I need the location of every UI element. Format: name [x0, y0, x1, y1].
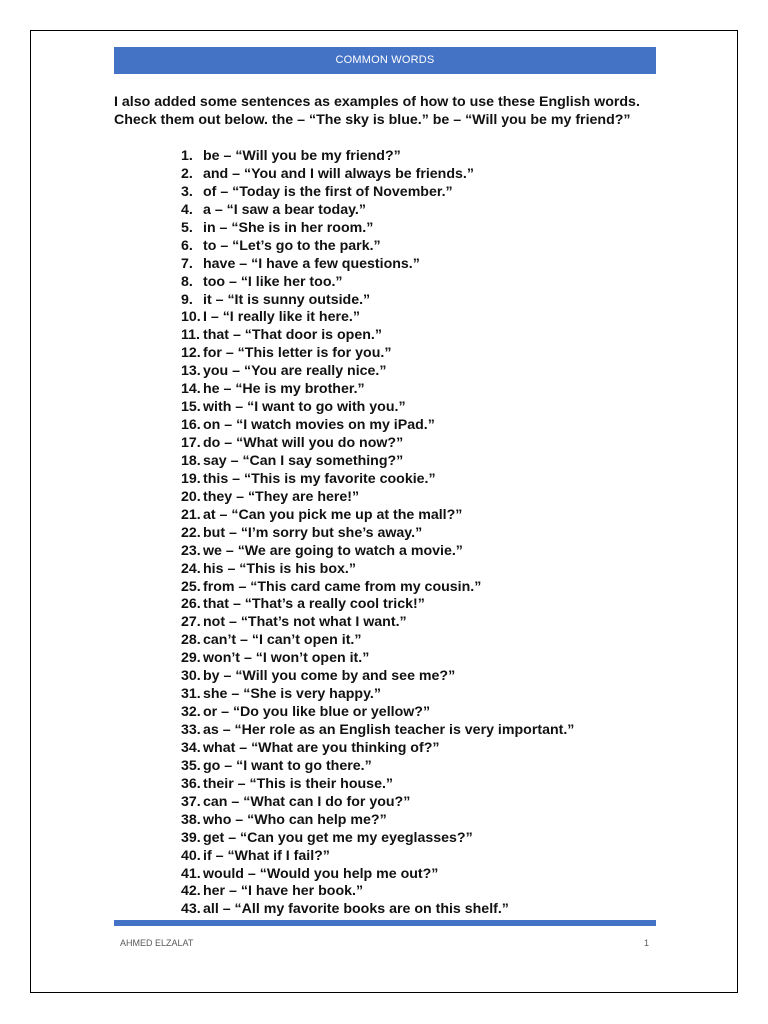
list-item-number: 3. [181, 183, 193, 200]
list-item-number: 8. [181, 273, 193, 290]
list-item [181, 220, 574, 238]
list-item-number: 19. [181, 470, 201, 487]
list-item [181, 883, 574, 901]
list-item-number: 29. [181, 650, 201, 667]
list-item [181, 668, 574, 686]
list-item-text: get – “Can you get me my eyeglasses?” [203, 829, 473, 846]
list-item-number: 30. [181, 668, 201, 685]
list-item-text: this – “This is my favorite cookie.” [203, 470, 436, 487]
list-item-text: for – “This letter is for you.” [203, 345, 392, 362]
list-item [181, 399, 574, 417]
document-page [30, 30, 738, 993]
list-item-text: in – “She is in her room.” [203, 219, 374, 236]
list-item-text: won’t – “I won’t open it.” [203, 650, 370, 667]
header-title-bar: COMMON WORDS [114, 47, 656, 74]
list-item-number: 7. [181, 255, 193, 272]
list-item [181, 202, 574, 220]
list-item-number: 5. [181, 219, 193, 236]
list-item-number: 41. [181, 865, 201, 882]
list-item-number: 6. [181, 237, 193, 254]
list-item-text: you – “You are really nice.” [203, 363, 387, 380]
list-item-text: not – “That’s not what I want.” [203, 614, 407, 631]
list-item-number: 34. [181, 739, 201, 756]
list-item-number: 33. [181, 722, 201, 738]
list-item [181, 866, 574, 884]
list-item-number: 13. [181, 363, 201, 380]
list-item-text: have – “I have a few questions.” [203, 255, 420, 272]
list-item-text: their – “This is their house.” [203, 775, 393, 792]
list-item [181, 381, 574, 399]
list-item-text: we – “We are going to watch a movie.” [203, 542, 463, 559]
list-item [181, 489, 574, 507]
list-item-number: 42. [181, 883, 201, 900]
list-item [181, 274, 574, 292]
list-item-number: 11. [181, 327, 200, 344]
list-item-number: 24. [181, 560, 201, 577]
list-item-text: at – “Can you pick me up at the mall?” [203, 506, 463, 523]
list-item-number: 26. [181, 596, 201, 613]
list-item [181, 579, 574, 597]
list-item [181, 632, 574, 650]
list-item-number: 21. [181, 506, 201, 523]
list-item-text: that – “That’s a really cool trick!” [203, 596, 425, 613]
list-item-text: and – “You and I will always be friends.” [203, 165, 474, 182]
list-item-number: 17. [181, 435, 201, 451]
list-item-number: 32. [181, 704, 201, 721]
footer-author: AHMED ELZALAT [120, 938, 194, 948]
list-item-text: I – “I really like it here.” [203, 309, 360, 326]
list-item-number: 1. [181, 148, 193, 164]
list-item-text: say – “Can I say something?” [203, 452, 404, 469]
list-item [181, 471, 574, 489]
list-item-text: to – “Let’s go to the park.” [203, 237, 381, 254]
list-item-number: 38. [181, 811, 201, 828]
list-item-number: 14. [181, 381, 201, 398]
list-item [181, 686, 574, 704]
list-item-number: 36. [181, 775, 201, 792]
intro-paragraph: I also added some sentences as examples of how to use these English words. Check them out below. the – “The sky is blue.” be – “Will you be my friend?” [114, 94, 640, 128]
list-item-number: 9. [181, 291, 193, 308]
list-item [181, 848, 574, 866]
list-item-text: all – “All my favorite books are on this shelf.” [203, 901, 509, 918]
list-item [181, 596, 574, 614]
list-item-number: 43. [181, 901, 201, 918]
list-item-text: too – “I like her too.” [203, 273, 343, 290]
list-item [181, 507, 574, 525]
list-item-number: 40. [181, 847, 201, 864]
common-words-list [181, 148, 574, 919]
list-item [181, 776, 574, 794]
list-item-text: if – “What if I fail?” [203, 847, 330, 864]
list-item-text: be – “Will you be my friend?” [203, 148, 401, 164]
list-item-text: her – “I have her book.” [203, 883, 364, 900]
list-item-text: he – “He is my brother.” [203, 381, 365, 398]
list-item [181, 256, 574, 274]
list-item-number: 25. [181, 578, 201, 595]
list-item [181, 184, 574, 202]
list-item-text: can’t – “I can’t open it.” [203, 632, 362, 649]
list-item [181, 345, 574, 363]
list-item-number: 27. [181, 614, 201, 631]
footer-rule [114, 920, 656, 926]
list-item [181, 417, 574, 435]
list-item-text: do – “What will you do now?” [203, 435, 404, 451]
footer-page-number: 1 [643, 938, 649, 948]
list-item-text: they – “They are here!” [203, 488, 360, 505]
list-item [181, 758, 574, 776]
list-item [181, 614, 574, 632]
list-item-text: would – “Would you help me out?” [203, 865, 439, 882]
list-item-text: she – “She is very happy.” [203, 686, 381, 703]
list-item-number: 2. [181, 165, 193, 182]
list-item-number: 37. [181, 793, 201, 810]
list-item-text: from – “This card came from my cousin.” [203, 578, 482, 595]
list-item [181, 327, 574, 345]
list-item [181, 525, 574, 543]
list-item-number: 23. [181, 542, 201, 559]
list-item [181, 148, 574, 166]
list-item [181, 722, 574, 740]
list-item [181, 740, 574, 758]
list-item [181, 812, 574, 830]
list-item-number: 39. [181, 829, 201, 846]
list-item-number: 22. [181, 524, 201, 541]
list-item [181, 830, 574, 848]
list-item [181, 453, 574, 471]
list-item [181, 166, 574, 184]
list-item-text: it – “It is sunny outside.” [203, 291, 371, 308]
list-item-text: who – “Who can help me?” [203, 811, 387, 828]
list-item-text: of – “Today is the first of November.” [203, 183, 453, 200]
list-item [181, 292, 574, 310]
list-item [181, 309, 574, 327]
list-item [181, 901, 574, 919]
list-item-text: on – “I watch movies on my iPad.” [203, 417, 435, 434]
list-item-number: 12. [181, 345, 201, 362]
list-item-number: 10. [181, 309, 201, 326]
list-item-text: as – “Her role as an English teacher is very important.” [203, 722, 575, 738]
list-item-text: his – “This is his box.” [203, 560, 356, 577]
list-item-text: that – “That door is open.” [203, 327, 382, 344]
list-item-number: 28. [181, 632, 201, 649]
list-item [181, 794, 574, 812]
list-item [181, 363, 574, 381]
list-item-number: 18. [181, 452, 201, 469]
list-item-number: 20. [181, 488, 201, 505]
list-item [181, 561, 574, 579]
list-item [181, 543, 574, 561]
list-item [181, 704, 574, 722]
list-item-text: what – “What are you thinking of?” [203, 739, 440, 756]
list-item-number: 15. [181, 399, 201, 416]
list-item [181, 650, 574, 668]
list-item [181, 435, 574, 453]
list-item-number: 4. [181, 201, 193, 218]
list-item-number: 35. [181, 757, 201, 774]
list-item-text: go – “I want to go there.” [203, 757, 372, 774]
list-item-number: 31. [181, 686, 201, 703]
list-item-text: a – “I saw a bear today.” [203, 201, 366, 218]
list-item-text: with – “I want to go with you.” [203, 399, 406, 416]
list-item [181, 238, 574, 256]
list-item-text: by – “Will you come by and see me?” [203, 668, 456, 685]
list-item-number: 16. [181, 417, 201, 434]
list-item-text: but – “I’m sorry but she’s away.” [203, 524, 423, 541]
list-item-text: can – “What can I do for you?” [203, 793, 411, 810]
list-item-text: or – “Do you like blue or yellow?” [203, 704, 431, 721]
